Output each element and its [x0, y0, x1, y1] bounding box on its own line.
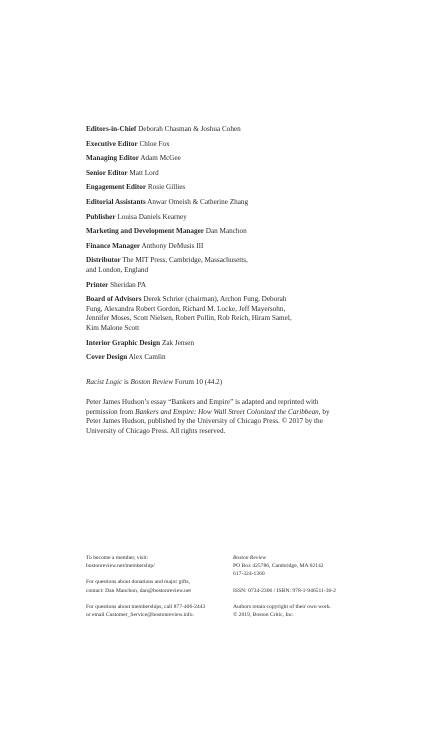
membership-questions: For questions about memberships, call 877-406-2443 or email Customer_Service@bostonreview.info. — [86, 603, 206, 619]
masthead — [86, 125, 341, 437]
book-title: Bankers and Empire: How Wall Street Colonized the Caribbean — [135, 407, 319, 416]
credit-printer: Printer Sheridan PA — [86, 280, 147, 289]
credit-editors-in-chief: Editors-in-Chief Deborah Chasman & Joshua Cohen — [86, 125, 241, 133]
credit-distributor: Distributor The MIT Press, Cambridge, Massachusetts, and London, England — [86, 256, 248, 274]
credit-editorial-assistants: Editorial Assistants Anwar Omeish & Catherine Zhang — [86, 197, 249, 206]
copyright: Authors retain copyright of their own work. © 2019, Boston Critic, Inc. — [233, 603, 332, 619]
credit-cover-design: Cover Design Alex Camlin — [86, 353, 166, 362]
credit-publisher: Publisher Louisa Daniels Kearney — [86, 212, 187, 221]
footer-contact-column — [86, 554, 226, 627]
issn-isbn: ISSN: 0734-2306 / ISBN: 978-1-946511-36-2 — [233, 587, 336, 594]
credit-finance-manager: Finance Manager Anthony DeMusis III — [86, 241, 204, 250]
permission-notice: Peter James Hudson’s essay “Bankers and Empire” is adapted and reprinted with permission from Bankers and Empire: How Wall Street Colonized the Caribbean, by Peter James Hudson, published by the University of Chicago Press. © 2017 by the University of Chicago Press. All rights reserved. — [86, 398, 330, 436]
credit-marketing-manager: Marketing and Development Manager Dan Manchon — [86, 227, 247, 236]
journal-name: Boston Review — [130, 377, 174, 386]
credit-board-of-advisors: Board of Advisors Derek Schrier (chairman), Archon Fung, Deborah Fung, Alexandra Robert Gordon, Richard M. Locke, Jeff Mayersohn, Jennifer Moses, Scott Nielsen, Robert Pollin, Rob Reich, Hiram Samel, Kim Malone Scott — [86, 295, 292, 332]
footer-publisher-column — [233, 554, 358, 627]
credit-executive-editor: Executive Editor Chloe Fox — [86, 139, 170, 148]
issue-line: Racist Logic is Boston Review Forum 10 (44.2) — [86, 377, 223, 386]
credit-interior-design: Interior Graphic Design Zak Jensen — [86, 338, 195, 347]
donations-contact: For questions about donations and major gifts, contact: Dan Manchon, dan@bostonreview.net — [86, 579, 191, 594]
publisher-address: Boston Review PO Box 425786, Cambridge, MA 02142 617-324-1360 — [233, 555, 324, 578]
membership-visit: To become a member, visit: bostonreview.net/membership/ — [86, 555, 155, 570]
credit-managing-editor: Managing Editor Adam McGee — [86, 154, 181, 163]
issue-title: Racist Logic — [86, 377, 123, 386]
credit-engagement-editor: Engagement Editor Rosie Gillies — [86, 183, 186, 192]
credit-senior-editor: Senior Editor Matt Lord — [86, 168, 159, 177]
